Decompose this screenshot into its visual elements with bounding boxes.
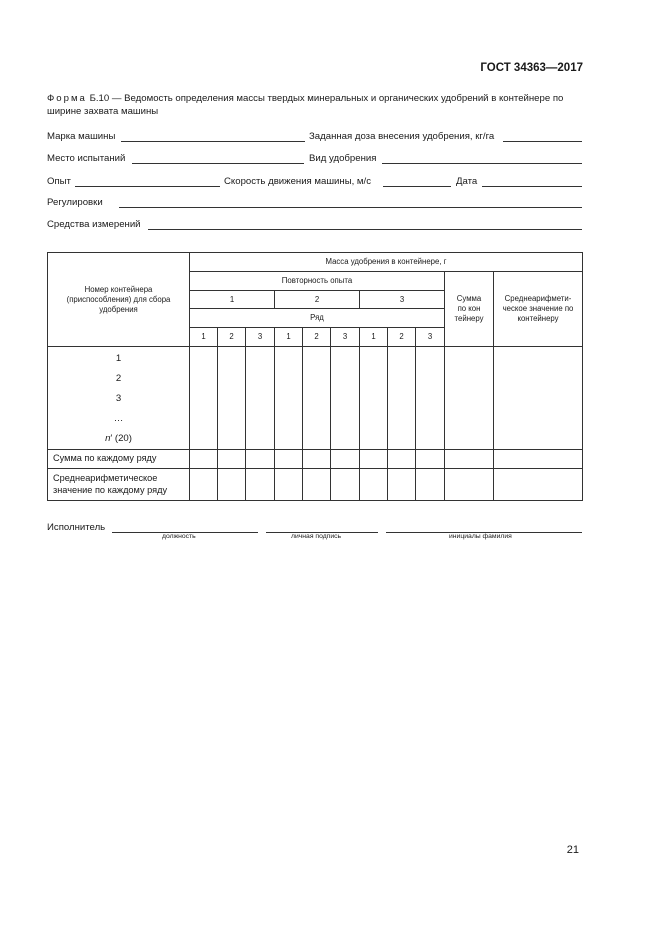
row-sub-9: 3 bbox=[416, 328, 445, 347]
data-cell[interactable] bbox=[190, 469, 218, 501]
data-cell[interactable] bbox=[246, 347, 275, 450]
data-cell[interactable] bbox=[416, 450, 445, 469]
row-sub-2: 2 bbox=[218, 328, 246, 347]
data-cell[interactable] bbox=[218, 347, 246, 450]
data-cell[interactable] bbox=[416, 469, 445, 501]
data-cell[interactable] bbox=[275, 450, 303, 469]
fertilizer-type-label: Вид удобрения bbox=[309, 153, 377, 164]
container-row-1: 1 bbox=[115, 353, 122, 364]
form-title-text: Б.10 — Ведомость определения массы твердых минеральных и органических удобрений в контейнере по ширине захвата машины bbox=[47, 93, 564, 117]
data-cell[interactable] bbox=[331, 469, 360, 501]
data-cell[interactable] bbox=[303, 450, 331, 469]
data-cell[interactable] bbox=[190, 450, 218, 469]
executor-label: Исполнитель bbox=[47, 522, 106, 533]
target-dose-blank[interactable] bbox=[503, 141, 582, 142]
machine-brand-label: Марка машины bbox=[47, 131, 116, 142]
repeat-1: 1 bbox=[190, 291, 275, 309]
avg-cell[interactable] bbox=[494, 450, 583, 469]
data-cell[interactable] bbox=[388, 347, 416, 450]
row-sub-8: 2 bbox=[388, 328, 416, 347]
data-cell[interactable] bbox=[246, 450, 275, 469]
avg-cell[interactable] bbox=[494, 469, 583, 501]
container-numbers-cell bbox=[48, 347, 190, 450]
data-cell[interactable] bbox=[218, 469, 246, 501]
sum-row bbox=[48, 450, 583, 469]
row-header: Ряд bbox=[190, 309, 445, 328]
test-site-label: Место испытаний bbox=[47, 153, 126, 164]
row-sub-4: 1 bbox=[275, 328, 303, 347]
container-row-2: 2 bbox=[115, 373, 122, 384]
data-cell[interactable] bbox=[388, 469, 416, 501]
signature-caption: личная подпись bbox=[291, 533, 342, 540]
repeat-3: 3 bbox=[360, 291, 445, 309]
measuring-tools-label: Средства измерений bbox=[47, 219, 141, 230]
machine-speed-blank[interactable] bbox=[383, 186, 451, 187]
data-cell[interactable] bbox=[331, 347, 360, 450]
form-title bbox=[47, 93, 592, 118]
standard-number: ГОСТ 34363—2017 bbox=[480, 62, 583, 74]
measuring-tools-blank[interactable] bbox=[148, 229, 582, 230]
data-cell[interactable] bbox=[331, 450, 360, 469]
data-cell[interactable] bbox=[303, 347, 331, 450]
sum-header: Сумма по кон тейнеру bbox=[445, 272, 494, 347]
machine-speed-label: Скорость движения машины, м/с bbox=[224, 176, 371, 187]
avg-header: Среднеарифмети-ческое значение по контейнеру bbox=[494, 272, 583, 347]
fertilizer-type-blank[interactable] bbox=[382, 163, 582, 164]
row-sub-3: 3 bbox=[246, 328, 275, 347]
row-sub-6: 3 bbox=[331, 328, 360, 347]
experiment-blank[interactable] bbox=[75, 186, 220, 187]
data-cell[interactable] bbox=[360, 450, 388, 469]
form-prefix: Форма bbox=[47, 93, 87, 104]
data-cell[interactable] bbox=[275, 469, 303, 501]
date-blank[interactable] bbox=[482, 186, 582, 187]
avg-cell[interactable] bbox=[494, 347, 583, 450]
mass-header: Масса удобрения в контейнере, г bbox=[190, 253, 583, 272]
container-row-last: n′ (20) bbox=[105, 433, 132, 444]
row-sub-1: 1 bbox=[190, 328, 218, 347]
data-cell[interactable] bbox=[360, 347, 388, 450]
data-cell[interactable] bbox=[360, 469, 388, 501]
row-sub-5: 2 bbox=[303, 328, 331, 347]
adjustments-label: Регулировки bbox=[47, 197, 103, 208]
target-dose-label: Заданная доза внесения удобрения, кг/га bbox=[309, 131, 495, 142]
sum-cell[interactable] bbox=[445, 450, 494, 469]
position-caption: должность bbox=[162, 533, 196, 540]
data-cell[interactable] bbox=[190, 347, 218, 450]
sum-cell[interactable] bbox=[445, 347, 494, 450]
mass-table bbox=[47, 252, 583, 501]
date-label: Дата bbox=[456, 176, 478, 187]
data-cell[interactable] bbox=[275, 347, 303, 450]
sum-cell[interactable] bbox=[445, 469, 494, 501]
data-cell[interactable] bbox=[246, 469, 275, 501]
adjustments-blank[interactable] bbox=[119, 207, 582, 208]
container-row-3: 3 bbox=[115, 393, 122, 404]
data-cell[interactable] bbox=[218, 450, 246, 469]
container-header: Номер контейнера (приспособления) для сбора удобрения bbox=[48, 253, 190, 347]
row-sub-7: 1 bbox=[360, 328, 388, 347]
name-caption: инициалы фамилия bbox=[449, 533, 512, 540]
data-cell[interactable] bbox=[388, 450, 416, 469]
avg-row-label: Среднеарифметическое значение по каждому ряду bbox=[48, 469, 190, 501]
repeat-2: 2 bbox=[275, 291, 360, 309]
container-row-ellipsis: … bbox=[113, 413, 124, 424]
container-rows bbox=[48, 347, 583, 450]
avg-row bbox=[48, 469, 583, 501]
page-number: 21 bbox=[566, 844, 579, 856]
test-site-blank[interactable] bbox=[132, 163, 304, 164]
sum-row-label: Сумма по каждому ряду bbox=[48, 450, 190, 469]
data-cell[interactable] bbox=[416, 347, 445, 450]
data-cell[interactable] bbox=[303, 469, 331, 501]
experiment-label: Опыт bbox=[47, 176, 71, 187]
repeat-header: Повторность опыта bbox=[190, 272, 445, 291]
machine-brand-blank[interactable] bbox=[121, 141, 305, 142]
